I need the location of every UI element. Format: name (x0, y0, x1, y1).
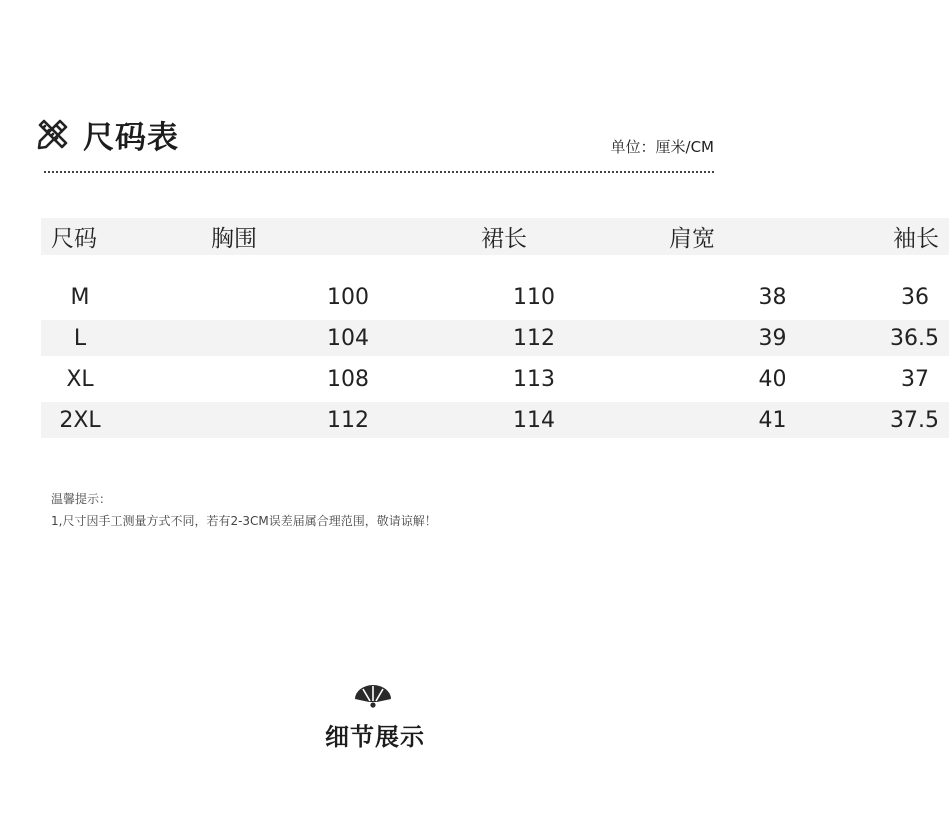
cell-size: M (70, 284, 90, 310)
details-title: 细节展示 (325, 723, 425, 751)
table-row (41, 274, 949, 320)
header-shoulder: 肩宽 (577, 218, 869, 255)
cell-sleeve: 36.5 (869, 320, 949, 356)
unit-label: 单位：厘米/CM (610, 138, 714, 156)
dotted-divider (44, 171, 714, 173)
size-table (41, 218, 949, 438)
header-sleeve: 袖长 (869, 218, 949, 255)
ruler-pencil-icon (34, 117, 70, 153)
table-row (41, 320, 949, 356)
header-chest: 胸围 (119, 218, 441, 255)
table-header-row (41, 218, 949, 255)
cell-sleeve: 37.5 (869, 402, 949, 438)
cell-shoulder: 40 (758, 366, 787, 392)
cell-size: XL (66, 366, 94, 392)
cell-size: L (41, 320, 119, 356)
table-row (41, 356, 949, 402)
tips-text: 1,尺寸因手工测量方式不同，若有2-3CM误差届属合理范围，敬请谅解！ (51, 514, 437, 528)
page-title: 尺码表 (83, 120, 179, 156)
tips-title: 温馨提示： (51, 492, 112, 506)
cell-chest: 104 (119, 320, 441, 356)
cell-shoulder: 39 (577, 320, 869, 356)
cell-chest: 112 (119, 402, 441, 438)
header-size: 尺码 (41, 218, 119, 255)
cell-chest: 108 (327, 366, 369, 392)
cell-sleeve: 37 (901, 366, 929, 392)
cell-length: 114 (441, 402, 577, 438)
size-chart-header (0, 0, 750, 180)
header-length: 裙长 (441, 218, 577, 255)
cell-length: 113 (513, 366, 555, 392)
fan-icon (353, 683, 393, 709)
table-row (41, 402, 949, 438)
cell-sleeve: 36 (901, 284, 929, 310)
cell-chest: 100 (327, 284, 369, 310)
cell-size: 2XL (41, 402, 119, 438)
cell-shoulder: 38 (758, 284, 787, 310)
cell-length: 112 (441, 320, 577, 356)
cell-length: 110 (513, 284, 555, 310)
cell-shoulder: 41 (577, 402, 869, 438)
